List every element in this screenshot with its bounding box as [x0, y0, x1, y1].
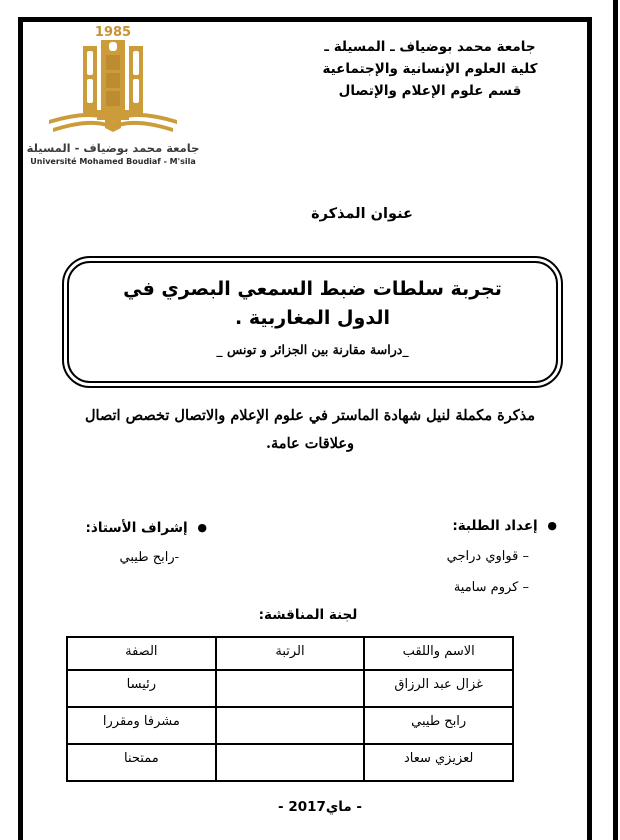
department-name-line: قسم علوم الإعلام والإتصال: [338, 83, 522, 99]
tower-icon: [83, 40, 143, 120]
table-row: [67, 744, 513, 781]
column-header-role: الصفة: [67, 637, 216, 670]
thesis-title-box-inner: [67, 261, 558, 383]
degree-statement-line1: مذكرة مكملة لنيل شهادة الماستر في علوم الإعلام والاتصال تخصص اتصال: [84, 407, 536, 424]
university-logo-icon: [43, 24, 183, 136]
thesis-title: تجربة سلطات ضبط السمعي البصري في الدول المغاربية .: [123, 278, 502, 329]
member-rank: [216, 744, 365, 781]
table-row: [67, 670, 513, 707]
bullet-icon: ●: [547, 519, 557, 532]
bullet-icon: ●: [197, 521, 207, 534]
university-logo: [26, 24, 200, 166]
student-name-2: كروم سامية: [453, 580, 519, 595]
member-rank: [216, 707, 365, 744]
column-header-rank: الرتبة: [216, 637, 365, 670]
student-name: [305, 578, 529, 598]
member-name: لعزيزي سعاد: [364, 744, 513, 781]
faculty-name-line: كلية العلوم الإنسانية والإجتماعية: [322, 61, 538, 77]
column-header-name: الاسم واللقب: [364, 637, 513, 670]
university-name-line: جامعة محمد بوضياف ـ المسيلة ـ: [324, 39, 536, 55]
page-right-edge: [613, 0, 618, 840]
students-section: [305, 518, 557, 609]
member-role: مشرفا ومقررا: [67, 707, 216, 744]
table-header-row: [67, 637, 513, 670]
member-rank: [216, 670, 365, 707]
supervisor-section: [35, 520, 207, 565]
memo-title-label: عنوان المذكرة: [311, 206, 413, 222]
dash-icon: –: [522, 580, 529, 595]
supervisor-heading-label: إشراف الأستاذ:: [85, 520, 188, 536]
student-name-1: قواوي دراجي: [446, 549, 519, 564]
degree-statement: [30, 402, 590, 458]
students-heading: [305, 518, 557, 534]
logo-university-name-ar: جامعة محمد بوضياف - المسيلة: [26, 141, 200, 155]
logo-year: 1985: [94, 25, 132, 40]
member-role: ممتحنا: [67, 744, 216, 781]
table-row: [67, 707, 513, 744]
students-heading-label: إعداد الطلبة:: [452, 518, 538, 534]
student-name: [305, 547, 529, 567]
thesis-subtitle: _دراسة مقارنة بين الجزائر و تونس _: [216, 342, 409, 357]
committee-heading: لجنة المناقشة:: [258, 607, 358, 623]
defense-date: - ماي2017 -: [278, 799, 362, 815]
dash-icon: –: [522, 549, 529, 564]
supervisor-heading: [35, 520, 207, 536]
committee-table: [66, 636, 514, 782]
member-name: رابح طيبي: [364, 707, 513, 744]
institution-header: [268, 36, 592, 102]
thesis-title-box: [62, 256, 563, 388]
logo-university-name-fr: Université Mohamed Boudiaf - M'sila: [30, 157, 196, 166]
member-role: رئيسا: [67, 670, 216, 707]
member-name: غزال عبد الرزاق: [364, 670, 513, 707]
supervisor-name: -رابح طيبي: [119, 550, 179, 565]
degree-statement-line2: وعلاقات عامة.: [265, 435, 354, 452]
